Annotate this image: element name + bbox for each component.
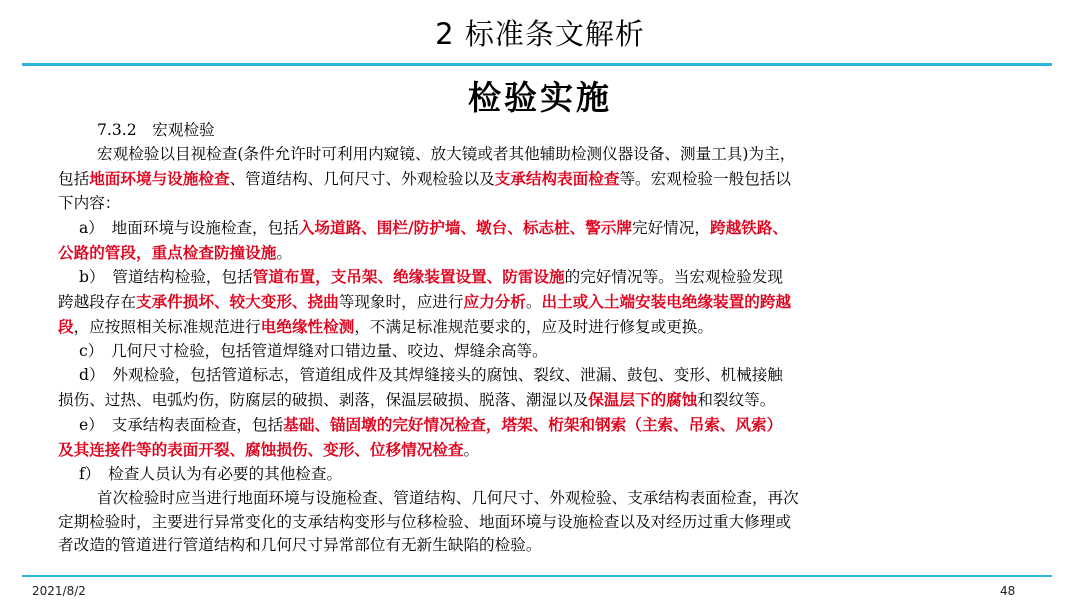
item-c-line: c） 几何尺寸检验，包括管道焊缝对口错边量、咬边、焊缝余高等。 [79,342,548,361]
highlight-text: 应力分析 [463,292,526,312]
section-title: 检验实施 [468,78,612,117]
closing-line-2: 定期检验时，主要进行异常变化的支承结构变形与位移检验、地面环境与设施检查以及对经历过重大修理或 [58,512,791,531]
slide-title: 2 标准条文解析 [435,17,645,51]
item-d-line-1: d） 外观检验，包括管道标志，管道组成件及其焊缝接头的腐蚀、裂纹、泄漏、鼓包、变形、机械接触 [79,366,783,385]
highlight-text: 支承结构表面检查 [494,168,620,188]
item-e-line-1: e） 支承结构表面检查，包括基础、锚固墩的完好情况检查，塔架、桁架和钢索（主索、吊索、风索） [79,414,783,434]
highlight-text: 段 [58,317,74,337]
closing-line-3: 者改造的管道进行管道结构和几何尺寸异常部位有无新生缺陷的检验。 [58,536,542,555]
highlight-text: 电绝缘性检测 [260,317,355,337]
highlight-text: 管道布置，支吊架、绝缘装置设置、防雷设施 [252,267,565,287]
highlight-text: 跨越铁路、 [709,217,788,237]
clause-text [58,119,1026,558]
footer-date: 2021/8/2 [32,584,86,598]
footer-divider [22,575,1052,577]
item-b-line-1: b） 管道结构检验，包括管道布置，支吊架、绝缘装置设置、防雷设施的完好情况等。当宏观检验发现 [79,267,783,287]
highlight-text: 及其连接件等的表面开裂、腐蚀损伤、变形、位移情况检查 [58,439,464,459]
item-e-line-2: 及其连接件等的表面开裂、腐蚀损伤、变形、位移情况检查。 [58,439,480,459]
highlight-text: 支承件损坏、较大变形、挠曲 [135,292,339,312]
highlight-text: 地面环境与设施检查 [89,168,230,188]
highlight-text: 出土或入土端安装电绝缘装置的跨越 [541,292,791,312]
item-a-line-2: 公路的管段，重点检查防撞设施。 [58,242,292,262]
highlight-text: 基础、锚固墩的完好情况检查，塔架、桁架和钢索（主索、吊索、风索） [283,414,783,434]
highlight-text: 保温层下的腐蚀 [588,389,698,409]
item-b-line-3: 段，应按照相关标准规范进行电绝缘性检测，不满足标准规范要求的，应及时进行修复或更换。 [58,317,713,337]
highlight-text: 公路的管段，重点检查防撞设施 [58,242,277,262]
item-d-line-2: 损伤、过热、电弧灼伤，防腐层的破损、剥落，保温层破损、脱落、潮湿以及保温层下的腐蚀和裂纹等。 [58,389,776,409]
item-f-line: f） 检查人员认为有必要的其他检查。 [79,464,343,483]
closing-line-1: 首次检验时应当进行地面环境与设施检查、管道结构、几何尺寸、外观检验、支承结构表面检查，再次 [97,488,799,507]
clause-heading: 7.3.2 宏观检验 [97,121,215,139]
intro-line-2: 包括地面环境与设施检查、管道结构、几何尺寸、外观检验以及支承结构表面检查等。宏观检验一般包括以 [58,168,791,188]
header-divider [22,63,1052,66]
page-number: 48 [1000,584,1016,598]
intro-line-1: 宏观检验以目视检查(条件允许时可利用内窥镜、放大镜或者其他辅助检测仪器设备、测量工具)为主， [97,144,796,163]
highlight-text: 入场道路、围栏/防护墙、墩台、标志桩、警示牌 [298,217,632,237]
item-a-line-1: a） 地面环境与设施检查，包括入场道路、围栏/防护墙、墩台、标志桩、警示牌完好情况，跨越铁路、 [79,217,788,237]
item-b-line-2: 跨越段存在支承件损坏、较大变形、挠曲等现象时，应进行应力分析。出土或入土端安装电绝缘装置的跨越 [58,292,791,312]
intro-line-3: 下内容： [58,193,121,212]
